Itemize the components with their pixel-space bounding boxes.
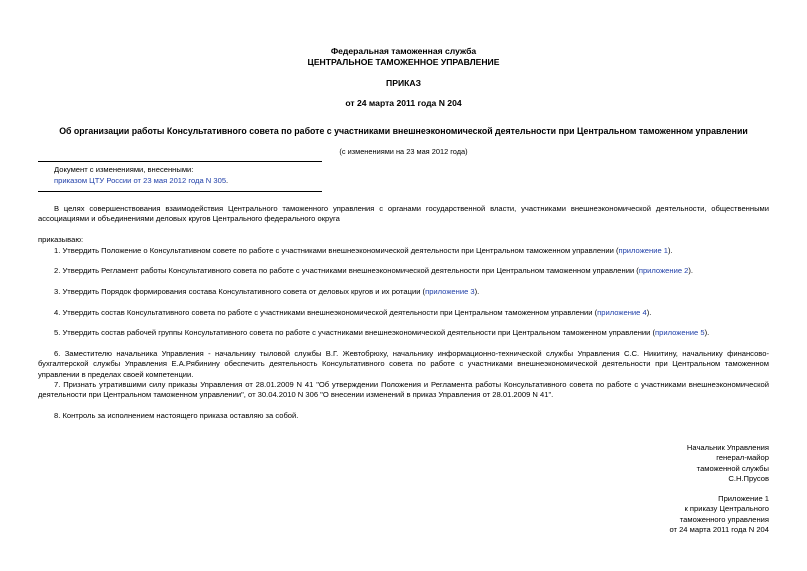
signature-rank: генерал-майор — [716, 453, 769, 463]
changes-box-bottom-rule — [38, 191, 322, 192]
org-name: Федеральная таможенная служба — [330, 46, 477, 56]
order-item-5-text: 5. Утвердить состав рабочей группы Консультативного совета по работе с участниками внешнеэкономической деятельности при Центральном таможенном управлении ( — [54, 328, 656, 337]
amending-order-link[interactable]: приказом ЦТУ России от 23 мая 2012 года N 305 — [54, 176, 227, 185]
appendix-1-link[interactable]: приложение 1 — [618, 246, 668, 255]
appendix-3-link[interactable]: приложение 3 — [425, 287, 475, 296]
org-department: ЦЕНТРАЛЬНОЕ ТАМОЖЕННОЕ УПРАВЛЕНИЕ — [307, 57, 500, 67]
order-item-7: 7. Признать утратившими силу приказы Управления от 28.01.2009 N 41 "Об утверждении Положения и Регламента работы Консультативного совета по работе с участниками внешнеэкономической деятельности при Центральном таможенном управлении", от 30.04.2010 N 306 "О внесении изменений в приказ Управления от 28.01.2009 N 41". — [38, 380, 769, 400]
changes-box-reference — [54, 176, 228, 186]
order-item-3-text: 3. Утвердить Порядок формирования состава Консультативного совета от деловых кругов и их ротации ( — [54, 287, 426, 296]
changes-box-top-rule — [38, 161, 322, 162]
appendix-header — [569, 494, 769, 535]
appendix-4-link[interactable]: приложение 4 — [597, 308, 647, 317]
appendix-2-link[interactable]: приложение 2 — [638, 266, 689, 275]
order-item-1-tail: ). — [668, 246, 673, 255]
order-item-2-text: 2. Утвердить Регламент работы Консультативного совета по работе с участниками внешнеэкономической деятельности при Центральном таможенном управлении ( — [54, 266, 639, 275]
signature-position: Начальник Управления — [686, 443, 769, 452]
order-item-6: 6. Заместителю начальника Управления - начальнику тыловой службы В.Г. Жевтобрюху, начальнику информационно-технической службы Управления С.С. Никитину, начальнику финансово-бухгалтерской службы Управления Е.А.Рябинину обеспечить деятельность Консультативного совета по работе с участниками внешнеэкономической деятельности при Центральном таможенном управлении в пределах своей компетенции. — [38, 349, 769, 379]
changes-box-label: Документ с изменениями, внесенными: — [54, 165, 194, 174]
doc-title: Об организации работы Консультативного совета по работе с участниками внешнеэкономической деятельности при Центральном таможенном управлении — [59, 126, 748, 136]
order-item-8: 8. Контроль за исполнением настоящего приказа оставляю за собой. — [54, 411, 299, 420]
doc-date: от 24 марта 2011 года N 204 — [345, 98, 462, 108]
signature-block — [569, 443, 769, 484]
order-item-1-text: 1. Утвердить Положение о Консультативном совете по работе с участниками внешнеэкономической деятельности при Центральном таможенном управлении ( — [54, 246, 619, 255]
order-word: приказываю: — [38, 235, 84, 244]
preamble: В целях совершенствования взаимодействия Центрального таможенного управления с органами государственной власти, участниками внешнеэкономической деятельности, общественными ассоциациями и объединениями деловых кругов Центрального федерального округа — [38, 204, 769, 224]
doc-type: ПРИКАЗ — [386, 78, 421, 88]
order-item-2-tail: ). — [688, 266, 694, 275]
appendix-5-link[interactable]: приложение 5 — [655, 328, 705, 337]
amending-order-link-suffix: . — [226, 176, 229, 185]
amendment-note: (с изменениями на 23 мая 2012 года) — [339, 147, 468, 156]
order-item-3 — [38, 287, 769, 297]
order-item-4 — [38, 308, 769, 318]
order-item-4-text: 4. Утвердить состав Консультативного совета по работе с участниками внешнеэкономической деятельности при Центральном таможенном управлении ( — [54, 308, 598, 317]
order-item-5-tail: ). — [704, 328, 710, 337]
order-item-3-tail: ). — [474, 287, 480, 296]
appendix-ref-line1: к приказу Центрального — [684, 504, 769, 514]
appendix-ref-date: от 24 марта 2011 года N 204 — [669, 524, 769, 534]
appendix-ref-line2: таможенного управления — [679, 514, 769, 524]
signature-service: таможенной службы — [696, 463, 769, 473]
order-item-2 — [38, 266, 769, 276]
order-item-5 — [38, 328, 769, 338]
order-item-1 — [38, 246, 769, 256]
appendix-number: Приложение 1 — [718, 494, 769, 503]
order-item-4-tail: ). — [646, 308, 652, 317]
signature-name: С.Н.Прусов — [728, 473, 769, 483]
